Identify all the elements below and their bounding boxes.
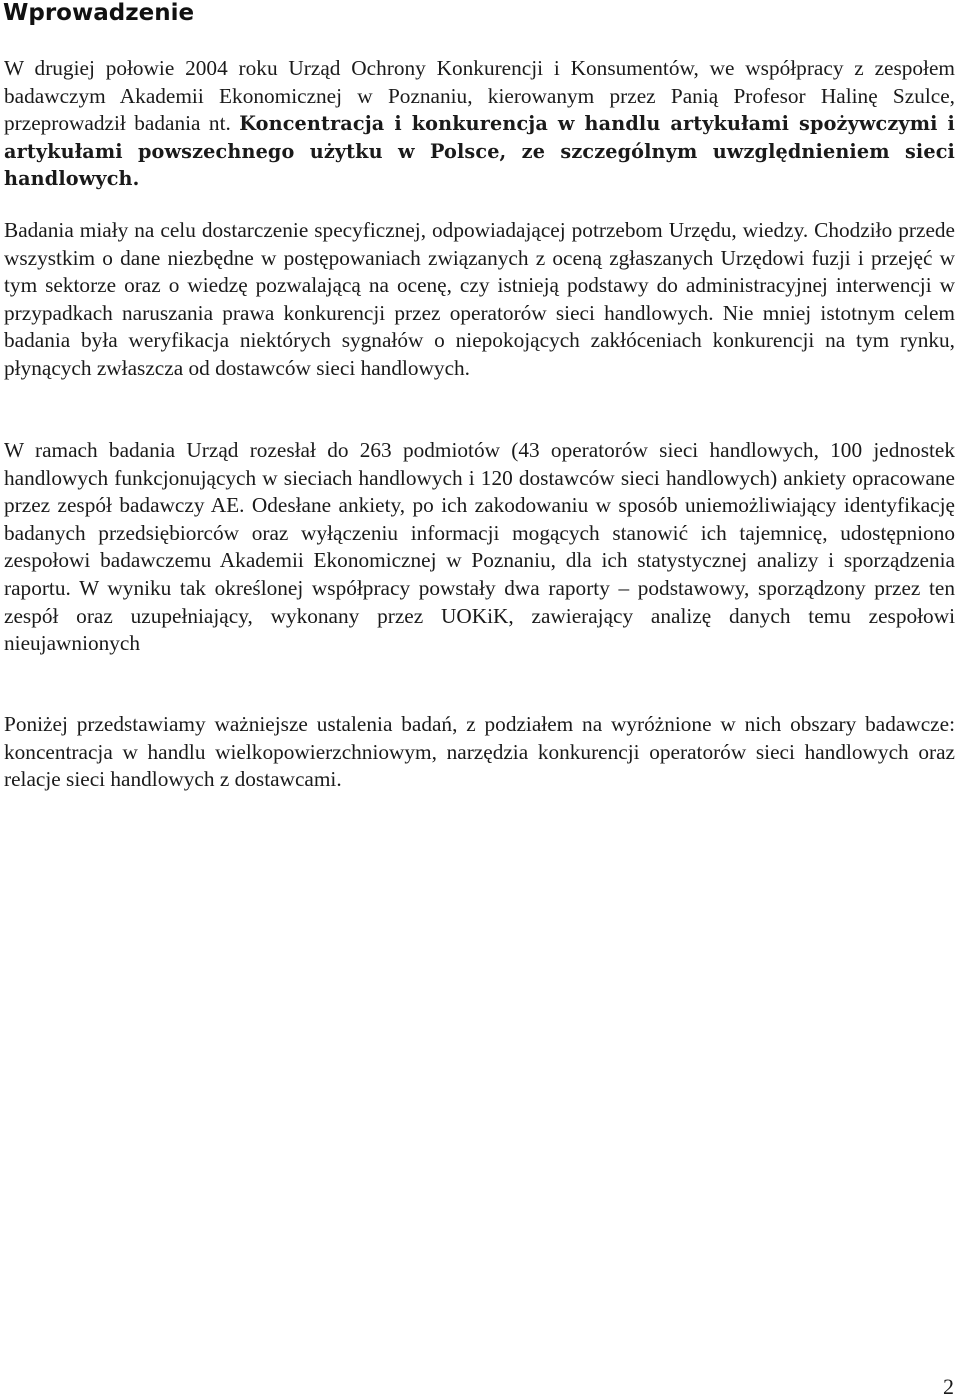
paragraph-research-goals: Badania miały na celu dostarczenie specyficznej, odpowiadającej potrzebom Urzędu, wiedzy. Chodziło przede wszystkim o dane niezbędne w postępowaniach związanych z oceną zgłaszanych Urzędowi fuzji i przejęć w tym sektorze oraz o wiedzę pozwalającą na ocenę, czy istnieją podstawy do administracyjnej interwencji w przypadkach naruszania prawa konkurencji przez operatorów sieci handlowych. Nie mniej istotnym celem badania była weryfikacja niektórych sygnałów o niepokojących zakłóceniach konkurencji na tym rynku, płynących zwłaszcza od dostawców sieci handlowych.: [4, 218, 955, 380]
paragraph-intro: [4, 55, 955, 193]
study-title: Koncentracja i konkurencja w handlu artykułami spożywczymi i artykułami powszechnego użytku w Polsce, ze szczególnym uwzględnieniem sieci handlowych.: [4, 112, 955, 191]
section-heading: Wprowadzenie: [3, 0, 195, 26]
page-number: 2: [943, 1374, 954, 1399]
paragraph-survey-method: W ramach badania Urząd rozesłał do 263 podmiotów (43 operatorów sieci handlowych, 100 jednostek handlowych funkcjonujących w sieciach handlowych i 120 dostawców sieci handlowych) ankiety opracowane przez zespół badawczy AE. Odesłane ankiety, po ich zakodowaniu w sposób uniemożliwiający identyfikację badanych przedsiębiorców oraz wyłączeniu informacji mogących stanowić ich tajemnicę, udostępniono zespołowi badawczemu Akademii Ekonomicznej w Poznaniu, dla ich statystycznej analizy i sporządzenia raportu. W wyniku tak określonej współpracy powstały dwa raporty – podstawowy, sporządzony przez ten zespół oraz uzupełniający, wykonany przez UOKiK, zawierający analizę danych temu zespołowi nieujawnionych: [4, 438, 955, 656]
paragraph-findings-overview: Poniżej przedstawiamy ważniejsze ustalenia badań, z podziałem na wyróżnione w nich obszary badawcze: koncentracja w handlu wielkopowierzchniowym, narzędzia konkurencji operatorów sieci handlowych oraz relacje sieci handlowych z dostawcami.: [4, 712, 955, 792]
paragraph-intro-text: W drugiej połowie 2004 roku Urząd Ochrony Konkurencji i Konsumentów, we współpracy z zespołem badawczym Akademii Ekonomicznej w Poznaniu, kierowanym przez Panią Profesor Halinę Szulce, przeprowadził badania nt.: [4, 56, 955, 136]
